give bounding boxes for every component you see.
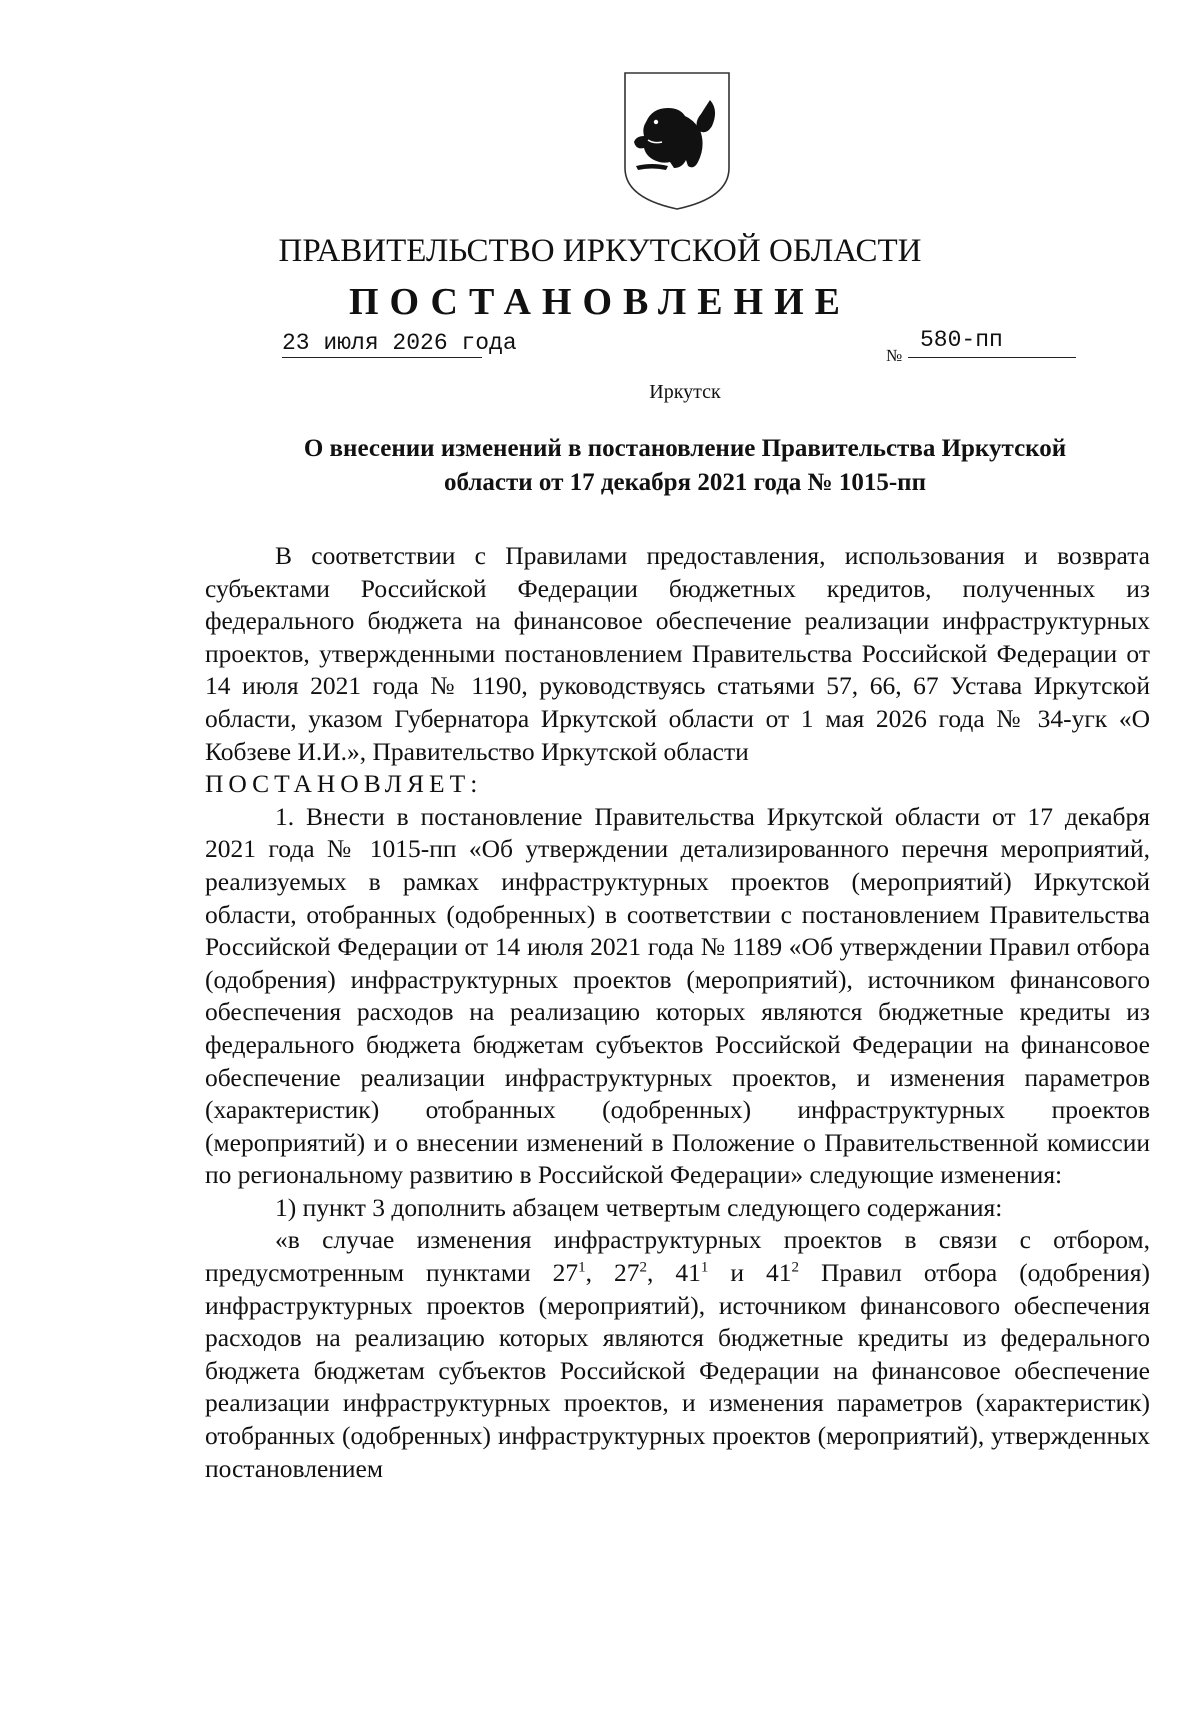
city-name: Иркутск	[649, 381, 721, 403]
number-sign: №	[886, 346, 903, 365]
superscript: 2	[639, 1259, 648, 1276]
preamble-paragraph: В соответствии с Правилами предоставления, использования и возврата субъектами Российской Федерации бюджетных кредитов, полученных из федерального бюджета на финансовое обеспечение реализации инфраструктурных проектов, утвержденными постановлением Правительства Российской Федерации от 14 июля 2021 года № 1190, руководствуясь статьями 57, 66, 67 Устава Иркутской области, указом Губернатора Иркутской области от 1 мая 2026 года № 34-угк «О Кобзеве И.И.», Правительство Иркутской области	[205, 541, 1150, 766]
heading-line-2: области от 17 декабря 2021 года № 1015-пп	[444, 469, 926, 496]
quote-start: «в случае изменения инфраструктурных проектов в связи с отбором, предусмотренным пунктами 27	[205, 1225, 1150, 1288]
coat-of-arms-emblem	[622, 70, 732, 212]
quote-sep: , 41	[647, 1258, 701, 1288]
document-number: 580-пп	[908, 327, 1076, 358]
superscript: 2	[791, 1259, 799, 1276]
document-date: 23 июля 2026 года	[282, 330, 517, 356]
document-body	[205, 540, 1150, 1485]
quote-sep: и 41	[708, 1258, 792, 1288]
government-title: ПРАВИТЕЛЬСТВО ИРКУТСКОЙ ОБЛАСТИ	[278, 233, 922, 269]
superscript: 1	[700, 1259, 709, 1276]
quoted-text-paragraph	[205, 1224, 1150, 1485]
superscript: 1	[578, 1259, 586, 1276]
item-1-paragraph: 1. Внести в постановление Правительства Иркутской области от 17 декабря 2021 года № 1015-пп «Об утверждении детализированного перечня мероприятий, реализуемых в рамках инфраструктурных проектов (мероприятий) Иркутской области, отобранных (одобренных) в соответствии с постановлением Правительства Российской Федерации от 14 июля 2021 года № 1189 «Об утверждении Правил отбора (одобрения) инфраструктурных проектов (мероприятий), источником финансового обеспечения расходов на реализацию которых являются бюджетные кредиты из федерального бюджета бюджетам субъектов Российской Федерации на финансовое обеспечение реализации инфраструктурных проектов, и изменения параметров (характеристик) отобранных (одобренных) инфраструктурных проектов (мероприятий) и о внесении изменений в Положение о Правительственной комиссии по региональному развитию в Российской Федерации» следующие изменения:	[205, 801, 1150, 1190]
document-type-title: ПОСТАНОВЛЕНИЕ	[348, 281, 852, 323]
heading-line-1: О внесении изменений в постановление Правительства Иркутской	[303, 435, 1067, 462]
subitem-1-paragraph: 1) пункт 3 дополнить абзацем четвертым следующего содержания:	[275, 1192, 1003, 1222]
decree-word: ПОСТАНОВЛЯЕТ:	[205, 769, 483, 799]
document-heading	[200, 432, 1170, 500]
quote-rest: Правил отбора (одобрения) инфраструктурных проектов (мероприятий), источником финансового обеспечения расходов на реализацию которых являются бюджетные кредиты из федерального бюджета бюджетам субъектов Российской Федерации на финансовое обеспечение реализации инфраструктурных проектов, и изменения параметров (характеристик) отобранных (одобренных) инфраструктурных проектов (мероприятий), утвержденных постановлением	[205, 1258, 1150, 1483]
quote-sep: , 27	[585, 1258, 640, 1288]
